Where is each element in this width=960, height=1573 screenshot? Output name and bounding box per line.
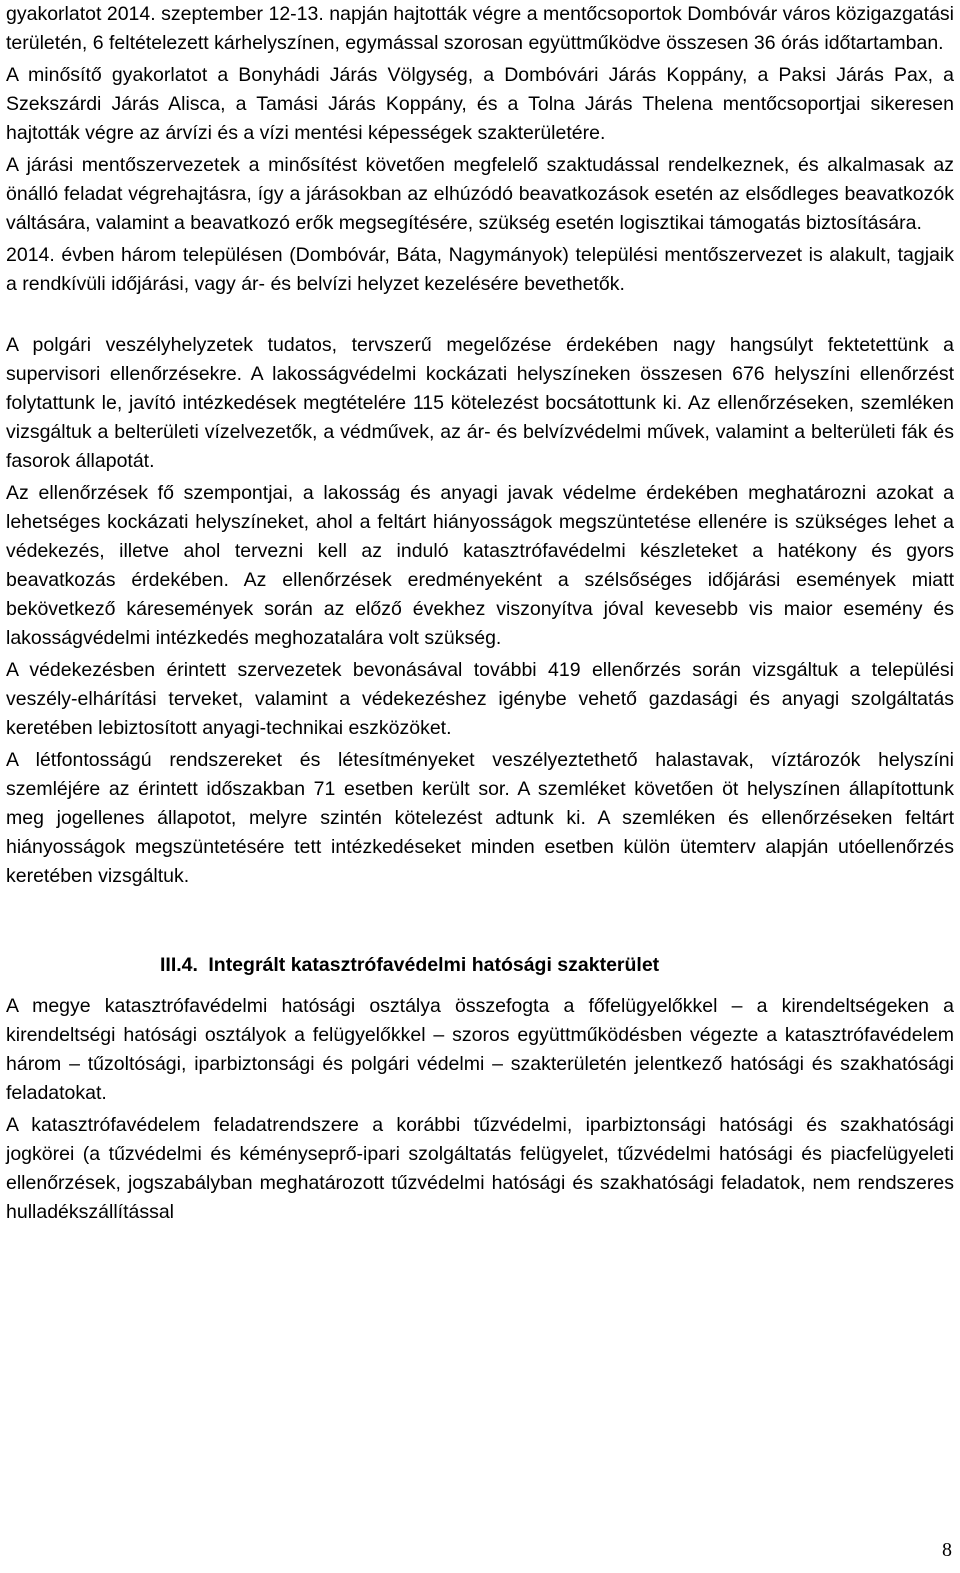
body-paragraph: gyakorlatot 2014. szeptember 12-13. napján hajtották végre a mentőcsoportok Dombóvár város közigazgatási területén, 6 feltételezett kárhelyszínen, egymással szorosan együttműködve összesen 36 órás időtartamban.	[6, 3, 954, 54]
body-paragraph: A megye katasztrófavédelmi hatósági osztálya összefogta a főfelügyelőkkel – a kirendeltségeken a kirendeltségi hatósági osztályok a felügyelőkkel – szoros együttműködésben végezte a katasztrófavédelem három – tűzoltósági, iparbiztonsági és polgári védelmi – szakterületén jelentkező hatósági és szakhatósági feladatokat.	[6, 995, 954, 1104]
body-paragraph: A járási mentőszervezetek a minősítést követően megfelelő szaktudással rendelkeznek, és alkalmasak az önálló feladat végrehajtásra, így a járásokban az elhúzódó beavatkozások esetén az elsődleges beavatkozók váltására, valamint a beavatkozó erők megsegítésére, szükség esetén logisztikai támogatás biztosítására.	[6, 154, 954, 234]
document-page	[6, 0, 954, 1227]
section-number: III.4.	[160, 954, 198, 976]
page-number: 8	[942, 1539, 952, 1561]
body-paragraph: 2014. évben három településen (Dombóvár, Báta, Nagymányok) települési mentőszervezet is alakult, tagjaik a rendkívüli időjárási, vagy ár- és belvízi helyzet kezelésére bevethetők.	[6, 244, 954, 295]
body-paragraph: A létfontosságú rendszereket és létesítményeket veszélyeztethető halastavak, víztározók helyszíni szemléjére az érintett időszakban 71 esetben került sor. A szemléket követően öt helyszínen állapítottunk meg jogellenes állapotot, melyre szintén kötelezést adtunk ki. A szemléken és ellenőrzéseken feltárt hiányosságok megszüntetésére tett intézkedéseket minden esetben külön ütemterv alapján utóellenőrzés keretében vizsgáltuk.	[6, 749, 954, 887]
body-paragraph: A minősítő gyakorlatot a Bonyhádi Járás Völgység, a Dombóvári Járás Koppány, a Paksi Járás Pax, a Szekszárdi Járás Alisca, a Tamási Járás Koppány, és a Tolna Járás Thelena mentőcsoportjai sikeresen hajtották végre az árvízi és a vízi mentési képességek szakterületére.	[6, 64, 954, 144]
section-heading	[6, 951, 954, 980]
body-paragraph: A katasztrófavédelem feladatrendszere a korábbi tűzvédelmi, iparbiztonsági hatósági és szakhatósági jogkörei (a tűzvédelmi és kéményseprő-ipari szolgáltatás felügyelet, tűzvédelmi hatósági és piacfelügyeleti ellenőrzések, jogszabályban meghatározott tűzvédelmi hatósági és szakhatósági feladatok, nem rendszeres hulladékszállítással	[6, 1114, 954, 1223]
body-paragraph: A védekezésben érintett szervezetek bevonásával további 419 ellenőrzés során vizsgáltuk a települési veszély-elhárítási terveket, valamint a védekezéshez igénybe vehető gazdasági és anyagi szolgáltatás keretében lebiztosított anyagi-technikai eszközöket.	[6, 659, 954, 739]
section-title: Integrált katasztrófavédelmi hatósági szakterület	[208, 954, 660, 976]
body-paragraph: Az ellenőrzések fő szempontjai, a lakosság és anyagi javak védelme érdekében meghatározni azokat a lehetséges kockázati helyszíneket, ahol a feltárt hiányosságok megszüntetése ellenére is szükséges lehet a védekezés, illetve ahol tervezni kell az induló katasztrófavédelmi készleteket a hatékony és gyors beavatkozás érdekében. Az ellenőrzések eredményeként a szélsőséges időjárási események miatt bekövetkező káresemények során az előző évekhez viszonyítva jóval kevesebb vis maior esemény és lakosságvédelmi intézkedés meghozatalára volt szükség.	[6, 482, 954, 649]
body-paragraph: A polgári veszélyhelyzetek tudatos, tervszerű megelőzése érdekében nagy hangsúlyt fektetettünk a supervisori ellenőrzésekre. A lakosságvédelmi kockázati helyszíneken összesen 676 helyszíni ellenőrzést folytattunk le, javító intézkedések megtételére 115 kötelezést bocsátottunk ki. Az ellenőrzéseken, szemléken vizsgáltuk a belterületi vízelvezetők, a védművek, az ár- és belvízvédelmi művek, valamint a belterületi fák és fasorok állapotát.	[6, 334, 954, 472]
